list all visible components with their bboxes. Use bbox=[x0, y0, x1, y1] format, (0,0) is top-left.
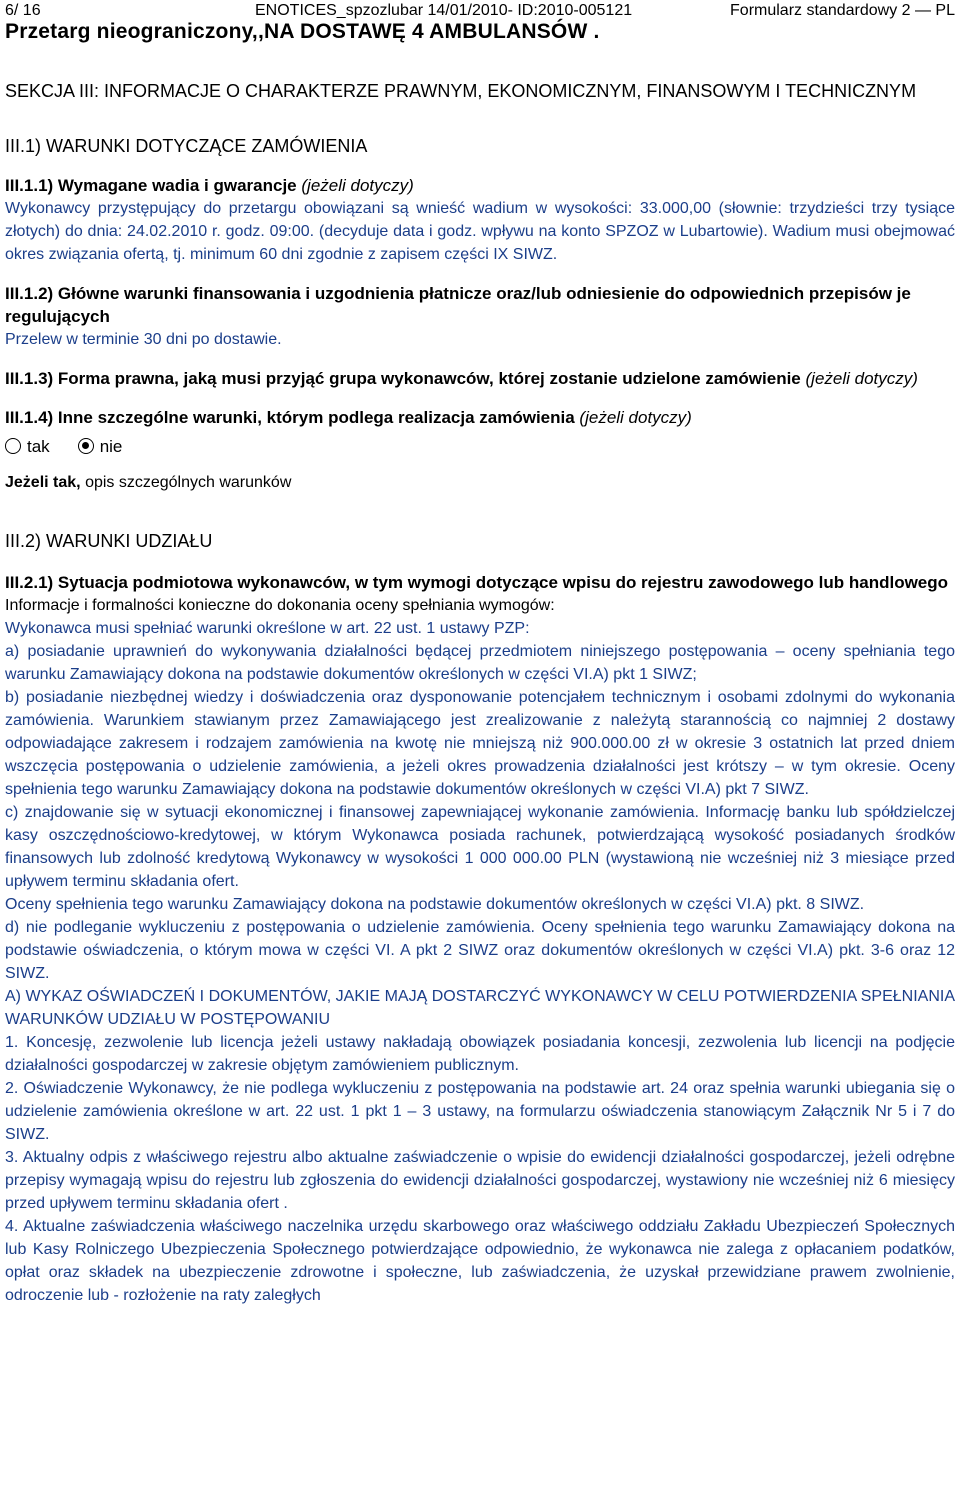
item-3-2-1-title: III.2.1) Sytuacja podmiotowa wykonawców, w tym wymogi dotyczące wpisu do rejestru zawodowego lub handlowego bbox=[5, 573, 949, 592]
documents-item-1: 1. Koncesję, zezwolenie lub licencja jeżeli ustawy nakładają obowiązek posiadania koncesji, zezwolenia lub licencji na podjęcie działalności gospodarczej w zakresie objętym zamówieniem publicznym. bbox=[5, 1034, 955, 1074]
item-3-1-1-text: Wykonawcy przystępujący do przetargu obowiązani są wnieść wadium w wysokości: 33.000,00 (słownie: trzydzieści trzy tysiące złotych) do dnia: 24.02.2010 r. godz. 09:00. (decyduje data i godz. wpływu na konto SPZOZ w Lubartowie). Wadium musi obejmować okres związania ofertą, tj. minimum 60 dni zgodnie z zapisem części IX SIWZ. bbox=[5, 200, 955, 263]
radio-nie[interactable] bbox=[78, 438, 94, 454]
item-3-1-2-title: III.1.2) Główne warunki finansowania i uzgodnienia płatnicze oraz/lub odniesienie do odpowiednich przepisów je regulujących bbox=[5, 284, 911, 326]
documents-list-heading: A) WYKAZ OŚWIADCZEŃ I DOKUMENTÓW, JAKIE MAJĄ DOSTARCZYĆ WYKONAWCY W CELU POTWIERDZENIA SPEŁNIANIA WARUNKÓW UDZIAŁU W POSTĘPOWANIU bbox=[5, 988, 955, 1028]
conditions-para-2: a) posiadanie uprawnień do wykonywania działalności będącej przedmiotem niniejszego postępowania – oceny spełniania tego warunku Zamawiający dokona na podstawie dokumentów określonych w części VI.A) pkt 1 SIWZ; bbox=[5, 643, 955, 683]
item-3-1-4-optional: (jeżeli dotyczy) bbox=[579, 408, 692, 427]
item-3-2-1-subtitle: Informacje i formalności konieczne do dokonania oceny spełniania wymogów: bbox=[5, 597, 555, 614]
item-3-1-3-heading bbox=[5, 367, 955, 390]
radio-nie-label: nie bbox=[99, 436, 123, 456]
conditions-description-rest: opis szczególnych warunków bbox=[85, 474, 292, 491]
section-title: SEKCJA III: INFORMACJE O CHARAKTERZE PRAWNYM, EKONOMICZNYM, FINANSOWYM I TECHNICZNYM bbox=[5, 81, 917, 101]
item-3-2-1 bbox=[5, 571, 955, 1307]
conditions-para-5: Oceny spełnienia tego warunku Zamawiający dokona na podstawie dokumentów określonych w części VI.A) pkt. 8 SIWZ. bbox=[5, 896, 865, 913]
notice-reference: ENOTICES_spzozlubar 14/01/2010- ID:2010-005121 bbox=[255, 2, 633, 19]
conditions-para-1: Wykonawca musi spełniać warunki określone w art. 22 ust. 1 ustawy PZP: bbox=[5, 620, 530, 637]
item-3-1-1 bbox=[5, 174, 955, 266]
item-3-1-1-optional: (jeżeli dotyczy) bbox=[301, 176, 414, 195]
header-meta-line bbox=[5, 1, 955, 20]
documents-item-3: 3. Aktualny odpis z właściwego rejestru albo aktualne zaświadczenie o wpisie do ewidencji działalności gospodarczej, jeżeli odrębne przepisy wymagają wpisu do rejestru lub zgłoszenia do ewidencji działalności gospodarczej, wystawiony nie wcześniej niż 6 miesięcy przed upływem terminu składania ofert . bbox=[5, 1149, 955, 1212]
item-3-1-2-text: Przelew w terminie 30 dni po dostawie. bbox=[5, 331, 282, 348]
page-number: 6/ 16 bbox=[5, 2, 41, 19]
item-3-1-1-title: III.1.1) Wymagane wadia i gwarancje bbox=[5, 176, 297, 195]
conditions-description bbox=[5, 471, 955, 494]
item-3-1-3-optional: (jeżeli dotyczy) bbox=[805, 369, 918, 388]
item-3-1-3-title: III.1.3) Forma prawna, jaką musi przyjąć grupa wykonawców, której zostanie udzielone zamówienie bbox=[5, 369, 801, 388]
form-name: Formularz standardowy 2 — PL bbox=[730, 2, 955, 19]
item-3-1-4-heading bbox=[5, 406, 955, 429]
radio-tak-label: tak bbox=[27, 436, 50, 456]
conditions-para-6: d) nie podleganie wykluczeniu z postępowania o udzielenie zamówienia. Oceny spełnienia tego warunku Zamawiający dokona na podstawie oświadczenia, o którym mowa w części VI. A pkt 2 SIWZ oraz dokumentów określonych w części VI.A) pkt. 3-6 oraz 12 SIWZ. bbox=[5, 919, 955, 982]
subsection-title-3-2: III.2) WARUNKI UDZIAŁU bbox=[5, 531, 213, 551]
item-3-1-3 bbox=[5, 367, 955, 390]
documents-item-4: 4. Aktualne zaświadczenia właściwego naczelnika urzędu skarbowego oraz właściwego oddziału Zakładu Ubezpieczeń Społecznych lub Kasy Rolniczego Ubezpieczenia Społecznego potwierdzające odpowiednio, że wykonawca nie zalega z opłacaniem podatków, opłat oraz składek na ubezpieczenie zdrowotne i społeczne, lub zaświadczenia, że uzyskał przewidziane prawem zwolnienie, odroczenie lub - rozłożenie na raty zaległych bbox=[5, 1218, 955, 1304]
tender-title: Przetarg nieograniczony,,NA DOSTAWĘ 4 AMBULANSÓW . bbox=[5, 20, 600, 43]
subsection-title-3-1: III.1) WARUNKI DOTYCZĄCE ZAMÓWIENIA bbox=[5, 136, 368, 156]
conditions-para-4: c) znajdowanie się w sytuacji ekonomicznej i finansowej zapewniającej wykonanie zamówienia. Informację banku lub spółdzielczej kasy oszczędnościowo-kredytowej, w którym Wykonawca posiada rachunek, potwierdzającą wysokość posiadanych środków finansowych lub zdolność kredytową Wykonawcy w wysokości 1 000 000.00 PLN (wystawioną nie wcześniej niż 3 miesiące przed upływem terminu składania ofert. bbox=[5, 804, 955, 890]
conditions-description-bold: Jeżeli tak, bbox=[5, 474, 81, 491]
radio-tak[interactable] bbox=[5, 438, 21, 454]
item-3-1-4-title: III.1.4) Inne szczególne warunki, którym podlega realizacja zamówienia bbox=[5, 408, 575, 427]
documents-item-2: 2. Oświadczenie Wykonawcy, że nie podlega wykluczeniu z postępowania na podstawie art. 24 oraz spełnia warunki ubiegania się o udzielenie zamówienia określone w art. 22 ust. 1 pkt 1 – 3 ustawy, na formularzu oświadczenia stanowiącym Załącznik Nr 5 i 7 do SIWZ. bbox=[5, 1080, 955, 1143]
item-3-1-2 bbox=[5, 282, 955, 351]
conditions-para-3: b) posiadanie niezbędnej wiedzy i doświadczenia oraz dysponowanie potencjałem technicznym i osobami zdolnymi do wykonania zamówienia. Warunkiem stawianym przez Zamawiającego jest zrealizowanie z należytą starannością co najmniej 2 dostawy odpowiadające zakresem i rodzajem zamówienia na kwotę nie mniejszą niż 900.000.00 zł w okresie 3 ostatnich lat przed dniem wszczęcia postępowania o udzielenie zamówienia, a jeżeli okres prowadzenia działalności jest krótszy – w tym okresie. Oceny spełnienia tego warunku Zamawiający dokona na podstawie dokumentów określonych w części VI.A) pkt 7 SIWZ. bbox=[5, 689, 955, 798]
page-header bbox=[5, 0, 955, 44]
item-3-1-4 bbox=[5, 406, 955, 494]
item-3-1-1-heading bbox=[5, 174, 955, 197]
tak-nie-radio-group bbox=[5, 433, 955, 459]
